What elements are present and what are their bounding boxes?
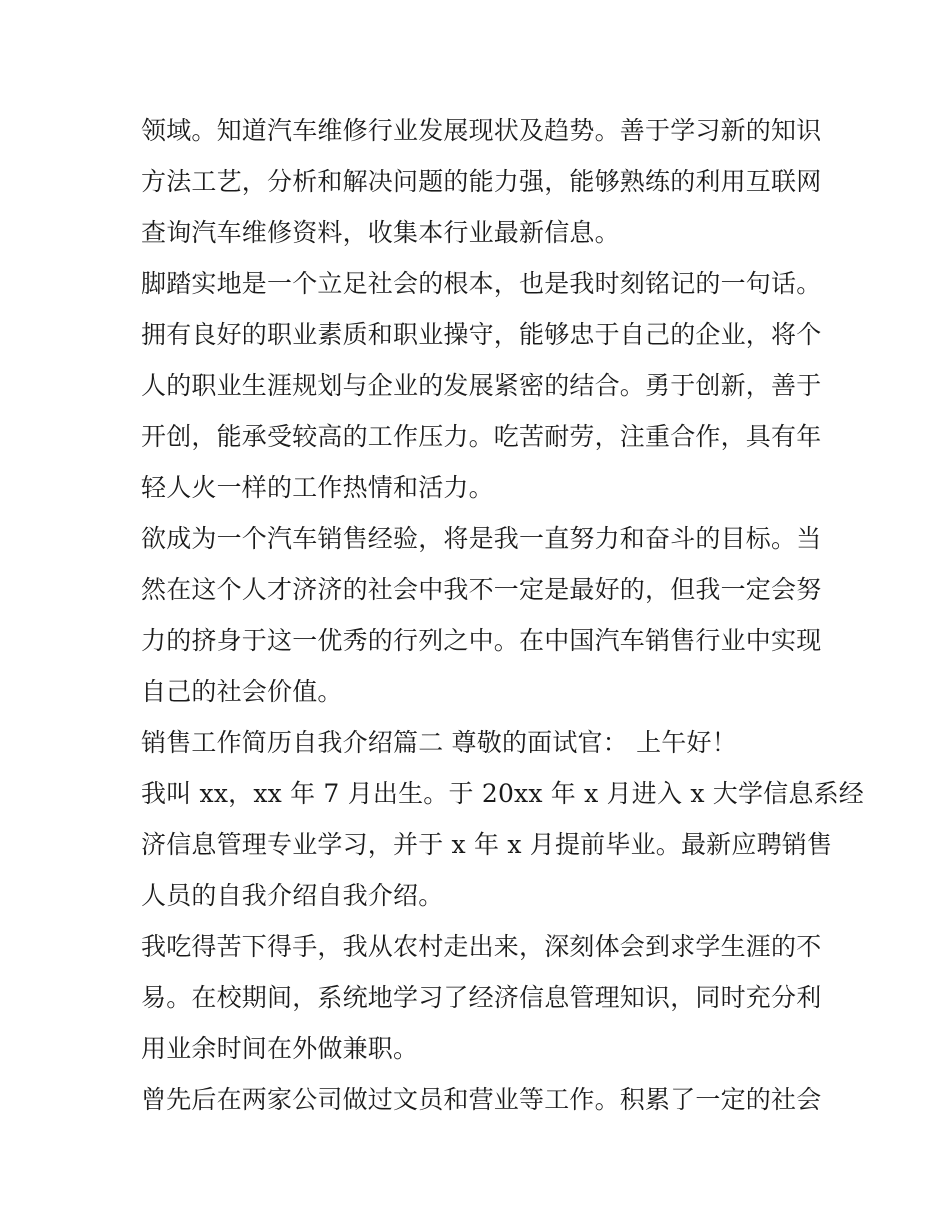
- text-line: 曾先后在两家公司做过文员和营业等工作。积累了一定的社会: [141, 1085, 822, 1114]
- text-line: 人的职业生涯规划与企业的发展紧密的结合。勇于创新，善于: [141, 371, 822, 400]
- text-line: 欲成为一个汽车销售经验，将是我一直努力和奋斗的目标。当: [141, 524, 822, 553]
- body-text: [141, 105, 864, 1125]
- text-line: 轻人火一样的工作热情和活力。: [141, 473, 494, 502]
- text-line: 易。在校期间，系统地学习了经济信息管理知识，同时充分利: [141, 983, 822, 1012]
- text-line: 我吃得苦下得手，我从农村走出来，深刻体会到求学生涯的不: [141, 932, 822, 961]
- text-line: 查询汽车维修资料，收集本行业最新信息。: [141, 218, 620, 247]
- text-line: 自己的社会价值。: [141, 677, 343, 706]
- text-line: 我叫 xx，xx 年 7 月出生。于 20xx 年 x 月进入 x 大学信息系经: [141, 779, 864, 808]
- text-line: 力的挤身于这一优秀的行列之中。在中国汽车销售行业中实现: [141, 626, 822, 655]
- text-line: 脚踏实地是一个立足社会的根本，也是我时刻铭记的一句话。: [141, 269, 822, 298]
- text-line: 拥有良好的职业素质和职业操守，能够忠于自己的企业，将个: [141, 320, 822, 349]
- text-line: 济信息管理专业学习，并于 x 年 x 月提前毕业。最新应聘销售: [141, 830, 833, 859]
- text-line: 人员的自我介绍自我介绍。: [141, 881, 444, 910]
- text-line: 方法工艺，分析和解决问题的能力强，能够熟练的利用互联网: [141, 167, 822, 196]
- text-line: 用业余时间在外做兼职。: [141, 1034, 419, 1063]
- text-line: 领域。知道汽车维修行业发展现状及趋势。善于学习新的知识: [141, 116, 822, 145]
- text-line: 开创，能承受较高的工作压力。吃苦耐劳，注重合作，具有年: [141, 422, 822, 451]
- text-line: 然在这个人才济济的社会中我不一定是最好的，但我一定会努: [141, 575, 822, 604]
- section-heading-line: 销售工作简历自我介绍篇二 尊敬的面试官： 上午好！: [141, 728, 737, 757]
